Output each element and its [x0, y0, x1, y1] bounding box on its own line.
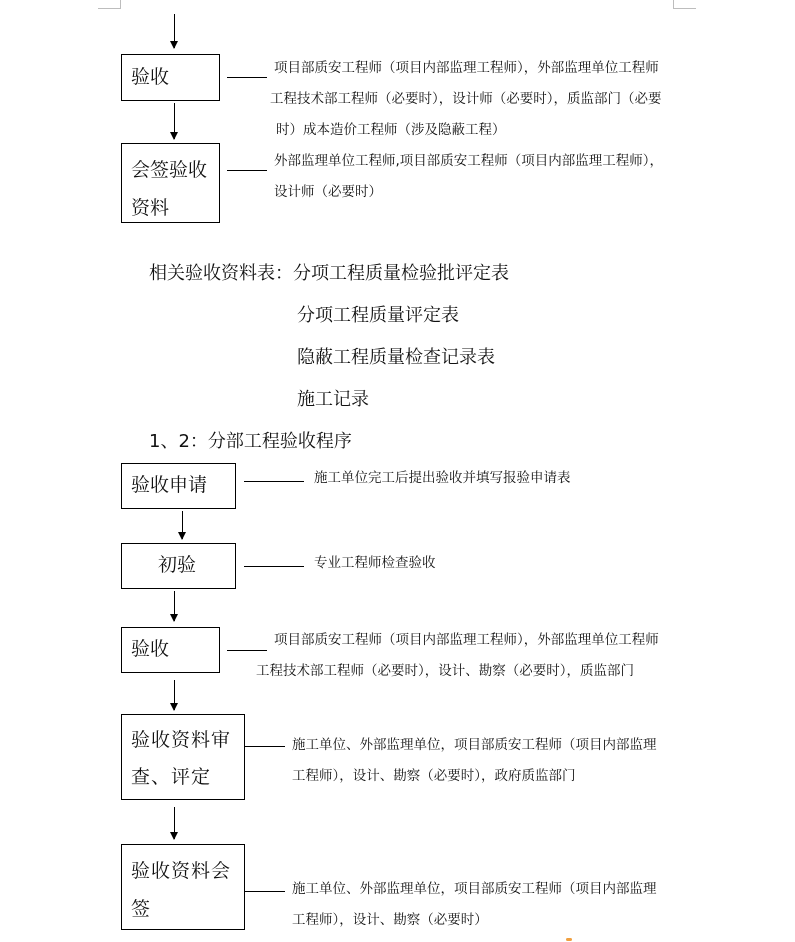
- flow-arrow: [182, 511, 183, 539]
- flow-arrow: [174, 14, 175, 48]
- box-label: 初验: [158, 554, 197, 577]
- related-forms-label: 相关验收资料表：分项工程质量检验批评定表: [149, 263, 509, 284]
- note-review-line-2: 工程师），设计、勘察（必要时），政府质监部门: [292, 768, 576, 784]
- flow-box-review: [121, 714, 245, 800]
- note-accept-line-2: 工程技术部工程师（必要时），设计师（必要时），质监部门（必要: [270, 91, 662, 107]
- note-accept-line-2: 工程技术部工程师（必要时），设计、勘察（必要时），质监部门: [256, 663, 634, 679]
- connector-line: [245, 891, 285, 892]
- flow-box-accept: [121, 627, 220, 673]
- box-label-line-1: 会签验收: [131, 159, 208, 181]
- flow-box-initial-inspection: [121, 543, 236, 589]
- section-heading: 1、2：分部工程验收程序: [149, 431, 352, 452]
- connector-line: [244, 566, 304, 567]
- connector-line: [227, 170, 267, 171]
- note-sign-line-2: 工程师），设计、勘察（必要时）: [292, 912, 488, 928]
- note-sign-line-2: 设计师（必要时）: [274, 184, 382, 200]
- note-accept-line-1: 项目部质安工程师（项目内部监理工程师），外部监理单位工程师: [274, 632, 659, 648]
- box-label-line-1: 验收资料审: [131, 729, 232, 751]
- related-form-item: 隐蔽工程质量检查记录表: [297, 347, 495, 368]
- box-label-line-1: 验收资料会: [131, 860, 232, 882]
- box-label-line-2: 查、评定: [131, 766, 212, 788]
- flow-box-sign-documents: [121, 844, 245, 930]
- note-initial: 专业工程师检查验收: [314, 555, 436, 571]
- flow-box-accept: [121, 54, 220, 101]
- connector-line: [245, 746, 285, 747]
- box-label: 验收: [131, 65, 170, 88]
- box-label: 验收: [131, 638, 170, 661]
- related-form-item: 分项工程质量检验批评定表: [293, 263, 509, 284]
- box-label-line-2: 资料: [131, 197, 170, 219]
- orange-mark: [566, 938, 572, 941]
- flow-arrow: [174, 103, 175, 139]
- flow-arrow: [174, 591, 175, 621]
- related-form-item: 分项工程质量评定表: [297, 305, 459, 326]
- box-label-line-2: 签: [131, 898, 152, 920]
- flow-box-apply: [121, 463, 236, 509]
- related-form-item: 施工记录: [297, 389, 369, 410]
- note-sign-line-1: 施工单位、外部监理单位，项目部质安工程师（项目内部监理: [292, 881, 657, 897]
- page-corner-mark-left: [98, 0, 121, 9]
- note-apply: 施工单位完工后提出验收并填写报验申请表: [314, 470, 571, 486]
- flow-arrow: [174, 680, 175, 710]
- connector-line: [227, 650, 267, 651]
- note-sign-line-1: 外部监理单位工程师,项目部质安工程师（项目内部监理工程师），: [274, 153, 664, 169]
- page-corner-mark-right: [673, 0, 696, 9]
- connector-line: [244, 481, 304, 482]
- flow-arrow: [174, 807, 175, 839]
- box-label: 验收申请: [131, 474, 208, 497]
- note-accept-line-3: 时）成本造价工程师（涉及隐蔽工程）: [276, 122, 506, 138]
- note-review-line-1: 施工单位、外部监理单位，项目部质安工程师（项目内部监理: [292, 737, 657, 753]
- flow-box-sign-documents: [121, 143, 220, 223]
- note-accept-line-1: 项目部质安工程师（项目内部监理工程师），外部监理单位工程师: [274, 60, 659, 76]
- connector-line: [227, 77, 267, 78]
